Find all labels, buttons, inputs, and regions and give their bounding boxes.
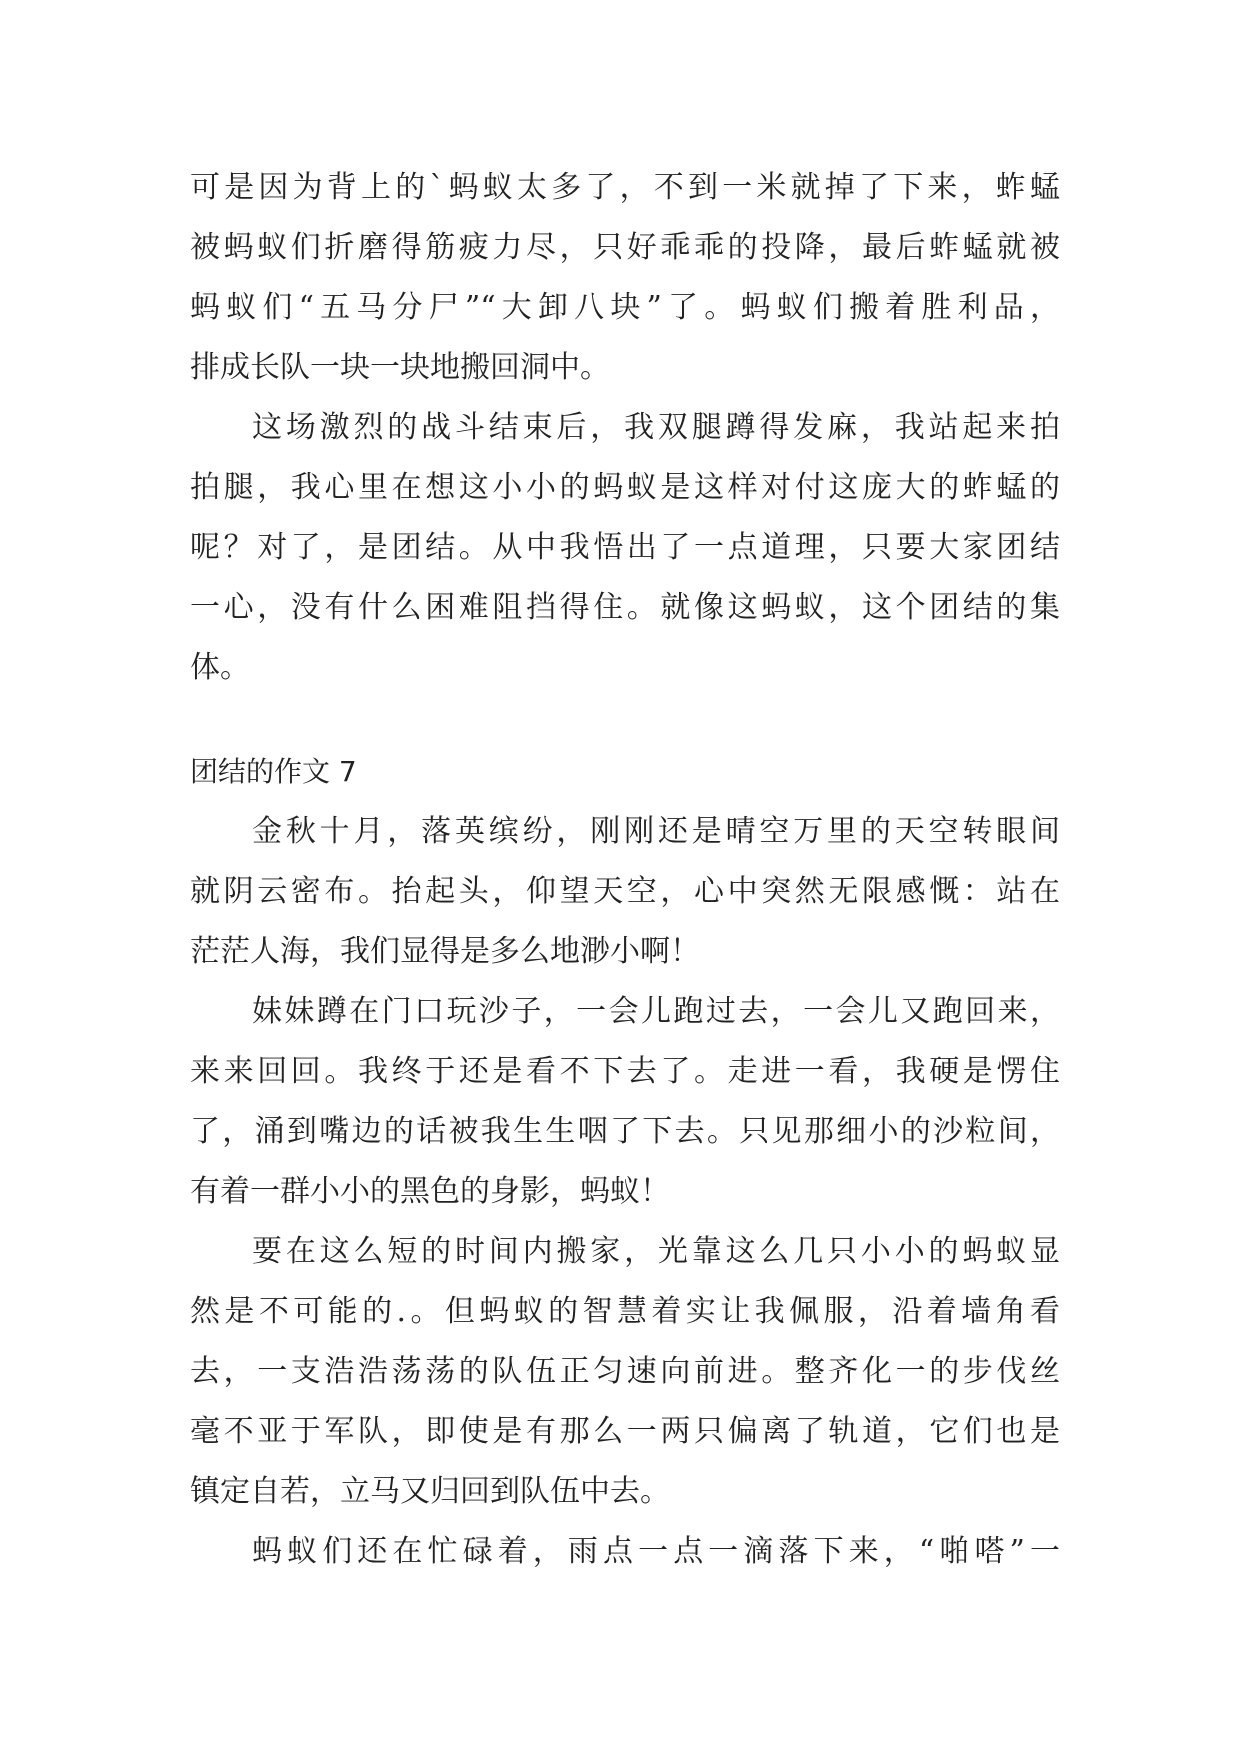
text-line: 然是不可能的.。但蚂蚁的智慧着实让我佩服，沿着墙角看 [190,1294,1060,1329]
text-line: 被蚂蚁们折磨得筋疲力尽，只好乖乖的投降，最后蚱蜢就被 [190,230,1060,265]
paragraph-first-line: 妹妹蹲在门口玩沙子，一会儿跑过去，一会儿又跑回来， [252,994,1060,1029]
text-line: 镇定自若，立马又归回到队伍中去。 [190,1474,670,1509]
text-line: 排成长队一块一块地搬回洞中。 [190,350,610,385]
text-line: 毫不亚于军队，即使是有那么一两只偏离了轨道，它们也是 [190,1414,1060,1449]
paragraph-first-line: 蚂蚁们还在忙碌着，雨点一点一滴落下来，“啪嗒”一 [252,1534,1060,1569]
text-line: 去，一支浩浩荡荡的队伍正匀速向前进。整齐化一的步伐丝 [190,1354,1060,1389]
text-line: 可是因为背上的`蚂蚁太多了，不到一米就掉了下来，蚱蜢 [190,170,1060,205]
paragraph-first-line: 这场激烈的战斗结束后，我双腿蹲得发麻，我站起来拍 [252,410,1060,445]
text-line: 体。 [190,650,250,685]
paragraph-first-line: 金秋十月，落英缤纷，刚刚还是晴空万里的天空转眼间 [252,814,1060,849]
text-line: 蚂蚁们“五马分尸”“大卸八块”了。蚂蚁们搬着胜利品， [190,290,1060,325]
text-line: 就阴云密布。抬起头，仰望天空，心中突然无限感慨：站在 [190,874,1060,909]
section-heading: 团结的作文 7 [190,755,357,788]
text-line: 一心，没有什么困难阻挡得住。就像这蚂蚁，这个团结的集 [190,590,1060,625]
paragraph-first-line: 要在这么短的时间内搬家，光靠这么几只小小的蚂蚁显 [252,1234,1060,1269]
text-line: 茫茫人海，我们显得是多么地渺小啊！ [190,934,700,969]
text-line: 呢？对了，是团结。从中我悟出了一点道理，只要大家团结 [190,530,1060,565]
text-line: 拍腿，我心里在想这小小的蚂蚁是这样对付这庞大的蚱蜢的 [190,470,1060,505]
text-line: 来来回回。我终于还是看不下去了。走进一看，我硬是愣住 [190,1054,1060,1089]
text-line: 有着一群小小的黑色的身影，蚂蚁！ [190,1174,670,1209]
text-line: 了，涌到嘴边的话被我生生咽了下去。只见那细小的沙粒间， [190,1114,1060,1149]
